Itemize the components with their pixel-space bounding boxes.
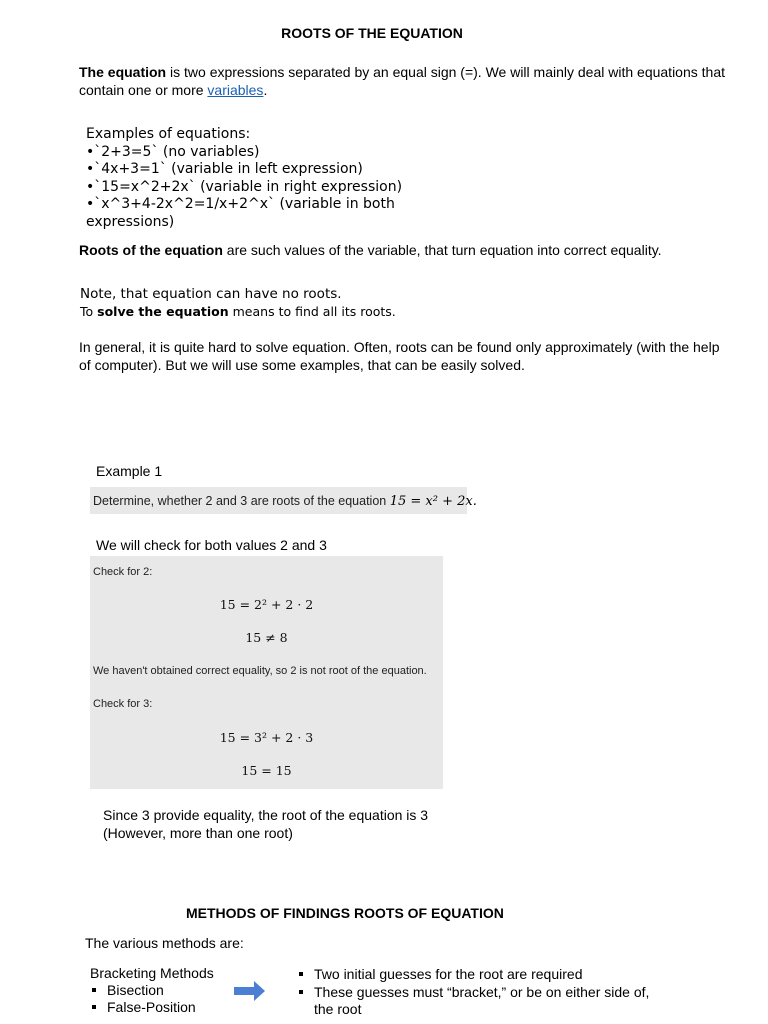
roots-term: Roots of the equation	[79, 242, 223, 258]
bracketing-item: False-Position	[90, 999, 214, 1016]
example-1-task	[93, 492, 477, 509]
example-item: •`4x+3=1` (variable in left expression)	[86, 161, 363, 177]
since-statement	[103, 806, 428, 842]
example-1-task-box	[90, 487, 477, 514]
equation-definition	[79, 63, 729, 99]
page-title: ROOTS OF THE EQUATION	[281, 25, 463, 41]
bracketing-heading: Bracketing Methods	[90, 965, 214, 981]
roots-definition	[79, 241, 729, 259]
check-3-label: Check for 3:	[93, 698, 153, 710]
check-3-equation: 15 = 3² + 2 · 3	[219, 730, 314, 745]
methods-title: METHODS OF FINDINGS ROOTS OF EQUATION	[186, 905, 504, 921]
check-3-result: 15 = 15	[241, 763, 292, 778]
examples-heading: Examples of equations:	[86, 126, 251, 142]
example-item: •`15=x^2+2x` (variable in right expression)	[86, 178, 403, 195]
bracketing-block	[90, 965, 214, 1016]
note-line-2-post: means to find all its roots.	[228, 304, 396, 319]
methods-intro: The various methods are:	[85, 935, 244, 951]
roots-definition-text: are such values of the variable, that turn equation into correct equality.	[222, 242, 662, 258]
example-1-task-math: 15 = x² + 2x.	[389, 494, 477, 509]
arrow-right-icon	[234, 981, 266, 1001]
example-1-label: Example 1	[96, 463, 163, 479]
check-2-result: 15 ≠ 8	[245, 630, 288, 645]
check-box	[90, 556, 443, 789]
examples-block	[86, 126, 426, 231]
bracketing-item: Bisection	[90, 982, 214, 999]
check-intro: We will check for both values 2 and 3	[96, 537, 327, 553]
equation-definition-text: is two expressions separated by an equal sign (=). We will mainly deal with equations that contain one or more	[79, 64, 725, 98]
solve-equation-term: solve the equation	[97, 304, 229, 319]
equation-definition-end: .	[263, 82, 268, 98]
bracketing-notes	[297, 966, 667, 1019]
equation-term: The equation	[79, 64, 167, 80]
check-2-conclusion: We haven't obtained correct equality, so 2 is not root of the equation.	[93, 665, 427, 677]
check-2-equation: 15 = 2² + 2 · 2	[219, 597, 314, 612]
variables-link[interactable]: variables	[207, 82, 264, 98]
example-item: •`x^3+4-2x^2=1/x+2^x` (variable in both expressions)	[86, 196, 395, 230]
since-line-1: Since 3 provide equality, the root of the equation is 3	[103, 807, 429, 823]
bracketing-note: Two initial guesses for the root are required	[297, 966, 667, 984]
since-line-2: (However, more than one root)	[103, 825, 293, 841]
bracketing-note: These guesses must “bracket,” or be on either side of, the root	[297, 984, 667, 1019]
note-line-2	[80, 304, 396, 319]
check-2-label: Check for 2:	[93, 566, 153, 578]
note-line-2-pre: To	[80, 304, 98, 319]
example-1-task-text: Determine, whether 2 and 3 are roots of the equation	[93, 494, 390, 508]
note-line-1: Note, that equation can have no roots.	[80, 286, 342, 302]
general-paragraph: In general, it is quite hard to solve equation. Often, roots can be found only approximately (with the help of computer). But we will use some examples, that can be easily solved.	[79, 339, 720, 373]
example-item: •`2+3=5` (no variables)	[86, 143, 260, 160]
